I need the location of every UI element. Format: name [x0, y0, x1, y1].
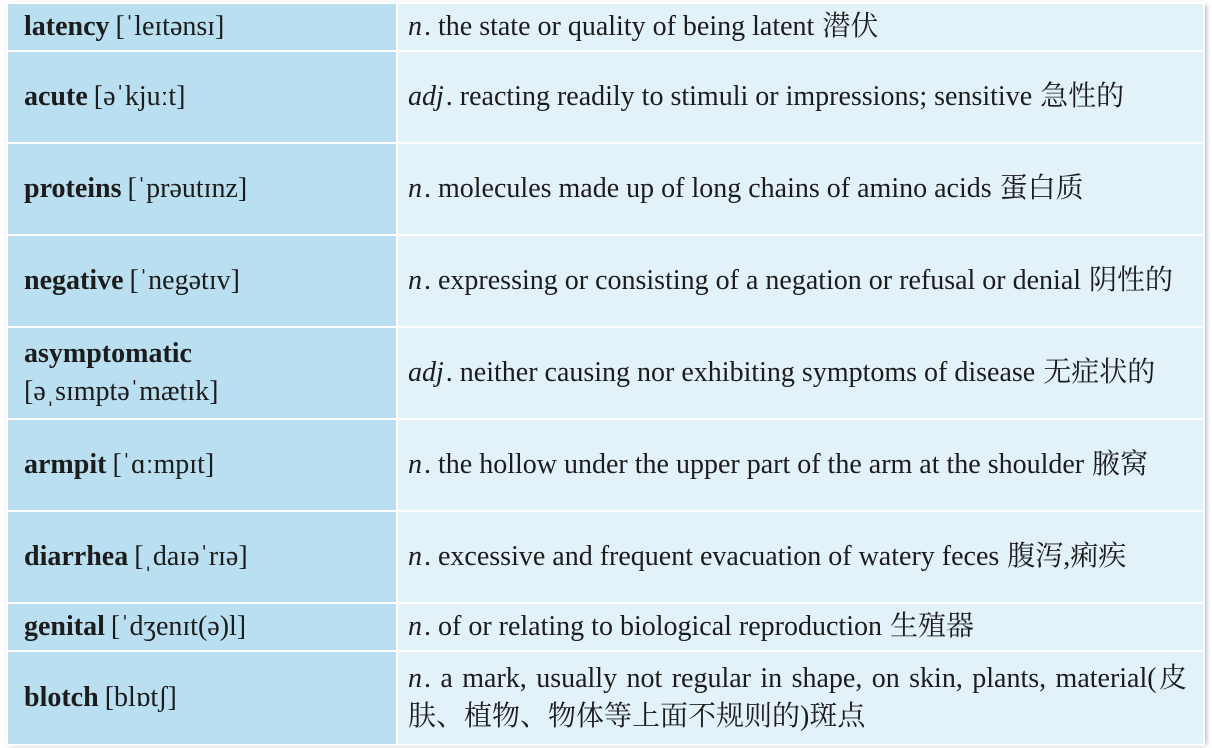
definition-cell: n. the state or quality of being latent 潜伏 [397, 3, 1204, 51]
term-cell [7, 327, 397, 419]
table-row [7, 511, 1204, 603]
term-word: armpit [24, 449, 107, 480]
part-of-speech: n [408, 611, 422, 642]
chinese-translation: 腋窝 [1092, 449, 1149, 480]
table-row [7, 419, 1204, 511]
part-of-speech: n [408, 11, 422, 42]
definition-cell: n. the hollow under the upper part of the arm at the shoulder 腋窝 [397, 419, 1204, 511]
definition-cell: adj. neither causing nor exhibiting symptoms of disease 无症状的 [397, 327, 1204, 419]
chinese-translation: 阴性的 [1089, 265, 1174, 296]
table-row [7, 51, 1204, 143]
definition-text: of or relating to biological reproduction [438, 611, 882, 642]
part-of-speech: n [408, 449, 422, 480]
term-phonetic: [ˈnegətɪv] [129, 265, 240, 296]
definition-cell: n. a mark, usually not regular in shape, on skin, plants, material(皮肤、植物、物体等上面不规则的)斑点 [397, 651, 1204, 745]
glossary-table [6, 2, 1205, 746]
definition-cell: n. expressing or consisting of a negation or refusal or denial 阴性的 [397, 235, 1204, 327]
definition-cell: n. of or relating to biological reproduction 生殖器 [397, 603, 1204, 651]
term-cell [7, 419, 397, 511]
term-phonetic: [ˈɑːmpɪt] [112, 449, 215, 480]
term-cell [7, 3, 397, 51]
definition-cell: adj. reacting readily to stimuli or impressions; sensitive 急性的 [397, 51, 1204, 143]
part-of-speech: adj [408, 357, 444, 388]
term-word: negative [24, 265, 124, 296]
term-cell [7, 235, 397, 327]
chinese-translation: 潜伏 [822, 11, 879, 42]
term-word: proteins [24, 173, 122, 204]
chinese-translation: 腹泻,痢疾 [1007, 541, 1127, 572]
term-word: latency [24, 11, 110, 42]
chinese-translation: (皮肤、植物、物体等上面不规则的)斑点 [408, 663, 1188, 732]
definition-text: the state or quality of being latent [438, 11, 815, 42]
chinese-translation: 蛋白质 [999, 173, 1084, 204]
table-row [7, 327, 1204, 419]
term-word: blotch [24, 682, 99, 713]
part-of-speech: n [408, 663, 422, 694]
term-cell [7, 511, 397, 603]
glossary-frame [6, 2, 1203, 742]
table-row [7, 651, 1204, 745]
chinese-translation: 生殖器 [889, 611, 974, 642]
term-phonetic: [ˈprəutɪnz] [127, 173, 248, 204]
term-phonetic: [ˈdʒenɪt(ə)l] [110, 611, 247, 642]
term-word: acute [24, 81, 88, 112]
definition-text: neither causing nor exhibiting symptoms of disease [459, 357, 1036, 388]
table-row [7, 143, 1204, 235]
term-phonetic: [blɒtʃ] [104, 682, 177, 713]
part-of-speech: adj [408, 81, 444, 112]
chinese-translation: 无症状的 [1043, 357, 1156, 388]
table-row [7, 3, 1204, 51]
definition-cell: n. excessive and frequent evacuation of watery feces 腹泻,痢疾 [397, 511, 1204, 603]
term-phonetic: [əˈkjuːt] [93, 81, 186, 112]
term-phonetic: [ˈleɪtənsɪ] [115, 11, 225, 42]
term-word: asymptomatic [24, 338, 192, 369]
definition-text: a mark, usually not regular in shape, on skin, plants, material [440, 663, 1148, 694]
definition-cell: n. molecules made up of long chains of amino acids 蛋白质 [397, 143, 1204, 235]
definition-text: the hollow under the upper part of the arm at the shoulder [438, 449, 1085, 480]
term-phonetic: [ˌdaɪəˈrɪə] [134, 541, 248, 572]
part-of-speech: n [408, 541, 422, 572]
table-row [7, 235, 1204, 327]
term-cell [7, 51, 397, 143]
term-word: genital [24, 611, 105, 642]
definition-text: excessive and frequent evacuation of watery feces [438, 541, 1000, 572]
definition-text: expressing or consisting of a negation or refusal or denial [438, 265, 1082, 296]
table-row [7, 603, 1204, 651]
part-of-speech: n [408, 265, 422, 296]
term-word: diarrhea [24, 541, 129, 572]
term-phonetic: [əˌsɪmptəˈmætɪk] [24, 376, 219, 407]
part-of-speech: n [408, 173, 422, 204]
term-cell [7, 651, 397, 745]
definition-text: molecules made up of long chains of amino acids [438, 173, 992, 204]
definition-text: reacting readily to stimuli or impressions; sensitive [459, 81, 1033, 112]
term-cell [7, 603, 397, 651]
chinese-translation: 急性的 [1040, 81, 1125, 112]
term-cell [7, 143, 397, 235]
